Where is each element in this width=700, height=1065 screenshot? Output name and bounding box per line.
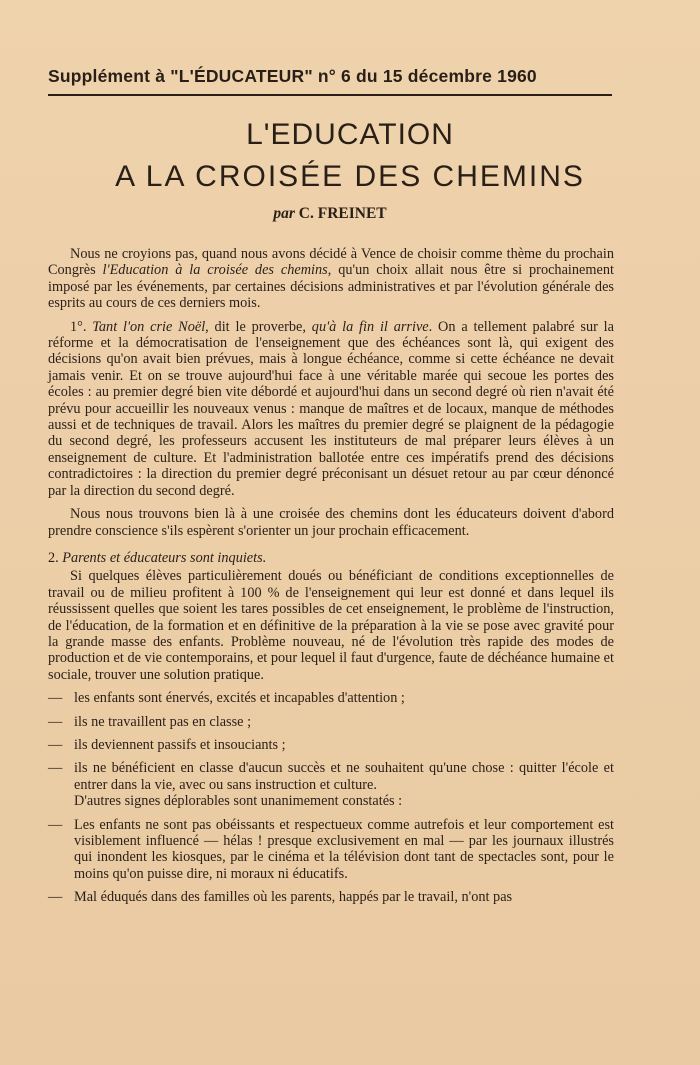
- list-item: — les enfants sont énervés, excités et incapables d'attention ;: [48, 690, 614, 706]
- section-2-heading-text: Parents et éducateurs sont inquiets.: [62, 549, 267, 566]
- intro-italic: l'Education à la croisée des chemins: [102, 262, 328, 279]
- section-1-italic-1: Tant l'on crie Noël: [92, 318, 206, 335]
- list-item: — ils deviennent passifs et insouciants ;: [48, 737, 614, 753]
- list-item: — ils ne travaillent pas en classe ;: [48, 714, 614, 730]
- byline: [0, 205, 660, 223]
- intro-text-b: , qu'un choix allait nous être si prochainement imposé par les événements, par certaines décisions administratives et par l'évolution générale des esprits au cours de ces derniers mois.: [48, 262, 614, 312]
- supplement-header: Supplément à "L'ÉDUCATEUR" n° 6 du 15 décembre 1960: [48, 66, 537, 86]
- section-1-italic-2: qu'à la fin il arrive: [311, 318, 429, 335]
- list-note: D'autres signes déplorables sont unanimement constatés :: [74, 793, 403, 810]
- intro-text-a: Nous ne croyions pas, quand nous avons décidé à Vence de choisir comme thème du prochain Congrès: [48, 246, 614, 279]
- byline-author: C. FREINET: [298, 205, 387, 222]
- section-1-text-a: , dit le proverbe,: [205, 318, 312, 335]
- section-2-paragraph: Si quelques élèves particulièrement doués ou bénéficiant de conditions exceptionnelles de travail ou de milieu profitent à 100 % de l'enseignement qui leur est donné et dans lequel ils réussissent quelles que soient les tares possibles de cet enseignement, le problème de l'instruction, de l'éducation, de la formation et en définitive de la préparation à la vie se pose avec gravité pour la grande masse des enfants. Problème nouveau, né de l'évolution très rapide des modes de production et de vie contemporains, et pour lequel il faut d'urgence, faute de déchéance humaine et sociale, trouver une solution pratique.: [48, 568, 614, 683]
- list-item: — Les enfants ne sont pas obéissants et respectueux comme autrefois et leur comportement est visiblement influencé — hélas ! presque exclusivement en mal — par les journaux illustrés qui inondent les kiosques, par le cinéma et la télévision dont tant de spectacles sont, pour le moins qu'on puisse dire, ni moraux ni éducatifs.: [48, 817, 614, 883]
- crossroads-paragraph: Nous nous trouvons bien là à une croisée des chemins dont les éducateurs doivent d'abord prendre conscience s'ils espèrent s'orienter un jour prochain efficacement.: [48, 506, 614, 539]
- title-line-2: A LA CROISÉE DES CHEMINS: [115, 160, 585, 193]
- section-2-number: 2.: [48, 549, 63, 566]
- symptom-list: [48, 690, 614, 905]
- section-2-heading: [48, 550, 614, 566]
- article-body: [48, 246, 614, 906]
- section-1-paragraph: [48, 319, 614, 499]
- intro-paragraph: [48, 246, 614, 312]
- byline-par: par: [273, 205, 295, 222]
- header-rule: [48, 94, 612, 96]
- list-item: — Mal éduqués dans des familles où les parents, happés par le travail, n'ont pas: [48, 889, 614, 905]
- list-item: — ils ne bénéficient en classe d'aucun succès et ne souhaitent qu'une chose : quitter l'école et entrer dans la vie, avec ou sans instruction et culture.: [48, 760, 614, 793]
- section-1-text-b: . On a tellement palabré sur la réforme et la démocratisation de l'enseignement que des échéances sont là, qui exigent des décisions qu'on avait bien prévues, mais à longue échéance, comme si cette échéance ne devait jamais venir. Et on se trouve aujourd'hui face à une véritable marée qui secoue les portes des écoles : au premier degré bien vite débordé et aujourd'hui dans un second degré où rien n'avait été prévu pour accueillir les nouveaux venus : manque de maîtres et de locaux, manque de méthodes aussi et de techniques de travail. Alors les maîtres du premier degré se plaignent de la pédagogie du second degré, les professeurs accusent les instituteurs de mal préparer leurs élèves à un enseignement de culture. Et l'administration ballotée entre ces impératifs prend des décisions contradictoires : la direction du premier degré préconisant un désuet retour au par cœur dénoncé par la direction du second degré.: [48, 318, 614, 499]
- title-line-1: L'EDUCATION: [246, 118, 454, 151]
- section-1-number: 1°.: [70, 318, 93, 335]
